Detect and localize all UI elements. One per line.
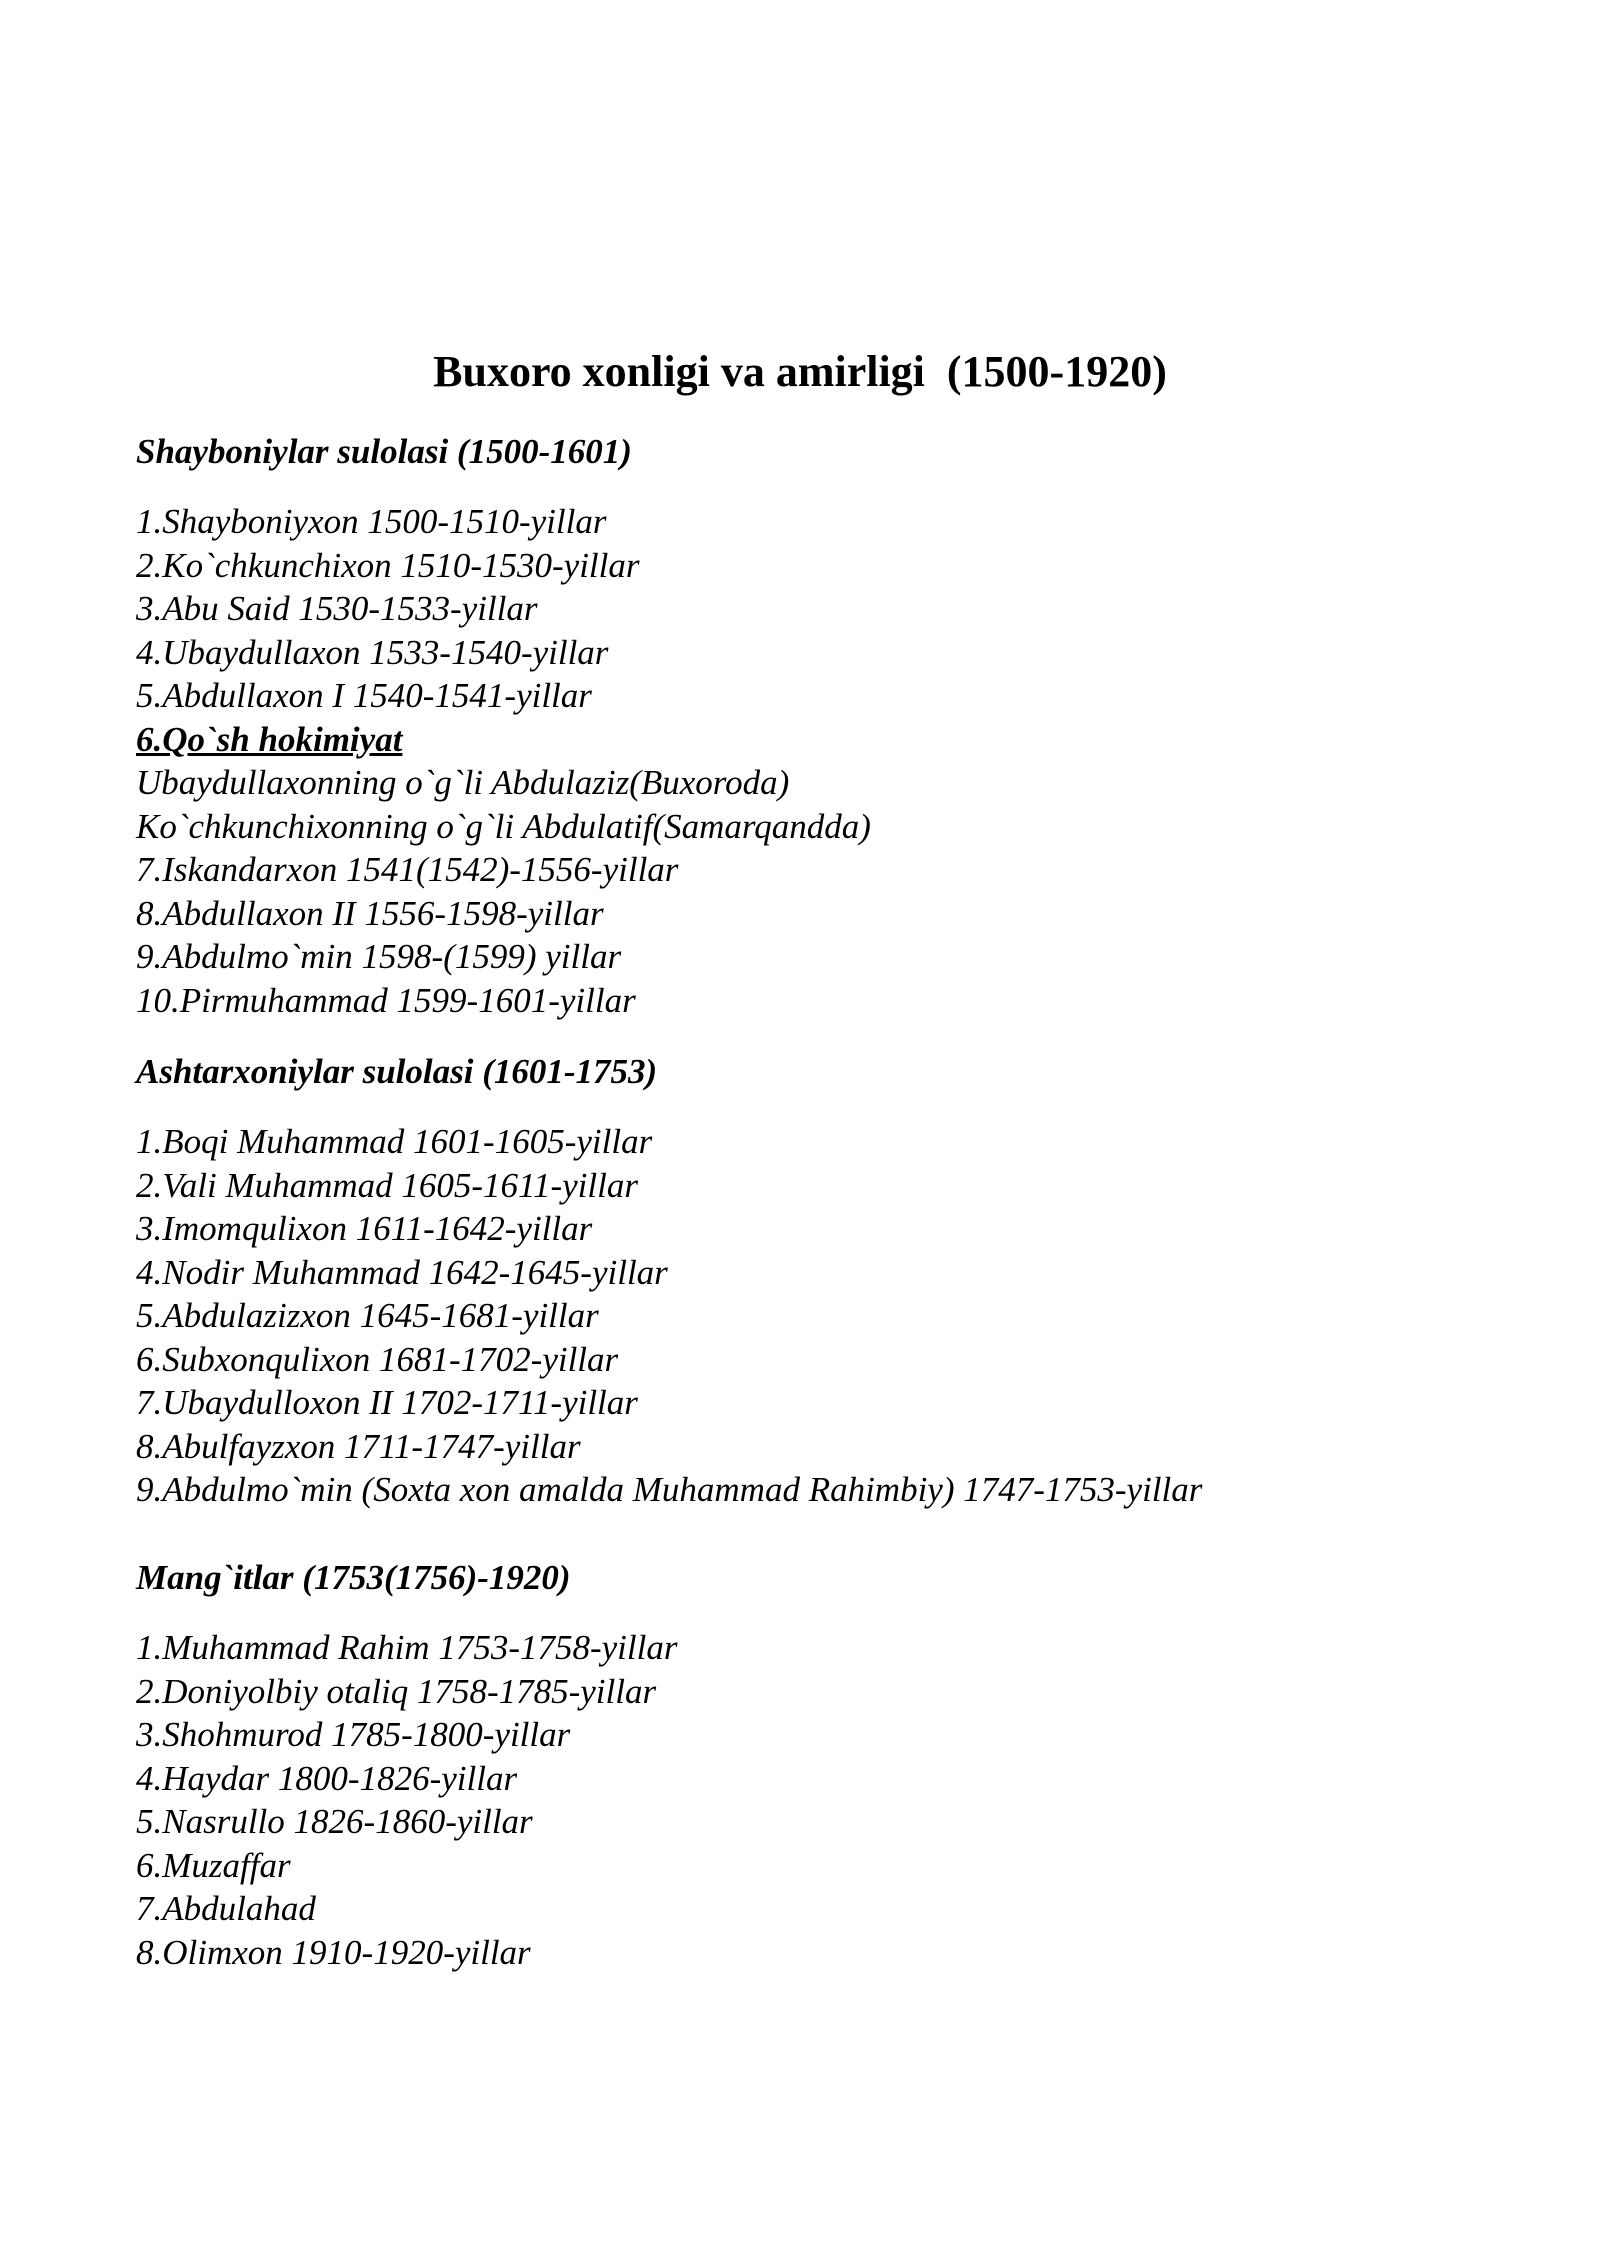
list-item: 4.Haydar 1800-1826-yillar	[136, 1758, 518, 1798]
list-item: 2.Doniyolbiy otaliq 1758-1785-yillar	[136, 1671, 657, 1711]
ruler-list	[136, 1120, 1536, 1512]
list-item: 3.Imomqulixon 1611-1642-yillar	[136, 1209, 593, 1248]
section-ashtarxoniylar	[136, 1050, 1536, 1512]
list-item: 4.Ubaydullaxon 1533-1540-yillar	[136, 632, 609, 672]
list-item: 6.Muzaffar	[136, 1845, 291, 1885]
section-heading: Shayboniylar sulolasi (1500-1601)	[136, 432, 632, 471]
list-item: 3.Shohmurod 1785-1800-yillar	[136, 1715, 571, 1754]
list-item: Ko`chkunchixonning o`g`li Abdulatif(Samarqandda)	[136, 806, 871, 846]
section-shayboniylar	[136, 430, 1536, 1022]
list-item: 7.Ubaydulloxon II 1702-1711-yillar	[136, 1383, 638, 1422]
section-mangitlar	[136, 1556, 1536, 1974]
list-item: 4.Nodir Muhammad 1642-1645-yillar	[136, 1252, 668, 1292]
list-item: 3.Abu Said 1530-1533-yillar	[136, 589, 538, 628]
list-item: 6.Subxonqulixon 1681-1702-yillar	[136, 1339, 619, 1379]
list-item: Ubaydullaxonning o`g`li Abdulaziz(Buxoroda)	[136, 763, 790, 802]
list-item: 7.Iskandarxon 1541(1542)-1556-yillar	[136, 850, 679, 889]
section-heading: Mang`itlar (1753(1756)-1920)	[136, 1558, 571, 1597]
list-item-subheading: 6.Qo`sh hokimiyat	[136, 719, 403, 759]
list-item: 8.Abdullaxon II 1556-1598-yillar	[136, 893, 604, 933]
list-item: 1.Shayboniyxon 1500-1510-yillar	[136, 502, 607, 541]
list-item: 9.Abdulmo`min (Soxta xon amalda Muhammad Rahimbiy) 1747-1753-yillar	[136, 1470, 1203, 1509]
list-item: 2.Vali Muhammad 1605-1611-yillar	[136, 1165, 638, 1205]
list-item: 5.Abdulazizxon 1645-1681-yillar	[136, 1296, 599, 1335]
page-title: Buxoro xonligi va amirligi (1500-1920)	[433, 347, 1167, 396]
list-item: 8.Abulfayzxon 1711-1747-yillar	[136, 1426, 581, 1466]
list-item: 1.Boqi Muhammad 1601-1605-yillar	[136, 1122, 653, 1161]
list-item: 5.Nasrullo 1826-1860-yillar	[136, 1802, 533, 1841]
list-item: 2.Ko`chkunchixon 1510-1530-yillar	[136, 545, 640, 585]
ruler-list	[136, 500, 1536, 1022]
list-item: 10.Pirmuhammad 1599-1601-yillar	[136, 980, 636, 1020]
section-heading: Ashtarxoniylar sulolasi (1601-1753)	[136, 1052, 658, 1091]
list-item: 7.Abdulahad	[136, 1889, 316, 1928]
list-item: 5.Abdullaxon I 1540-1541-yillar	[136, 676, 592, 715]
ruler-list	[136, 1626, 1536, 1974]
list-item: 9.Abdulmo`min 1598-(1599) yillar	[136, 937, 622, 976]
list-item: 8.Olimxon 1910-1920-yillar	[136, 1932, 531, 1972]
list-item: 1.Muhammad Rahim 1753-1758-yillar	[136, 1628, 678, 1667]
